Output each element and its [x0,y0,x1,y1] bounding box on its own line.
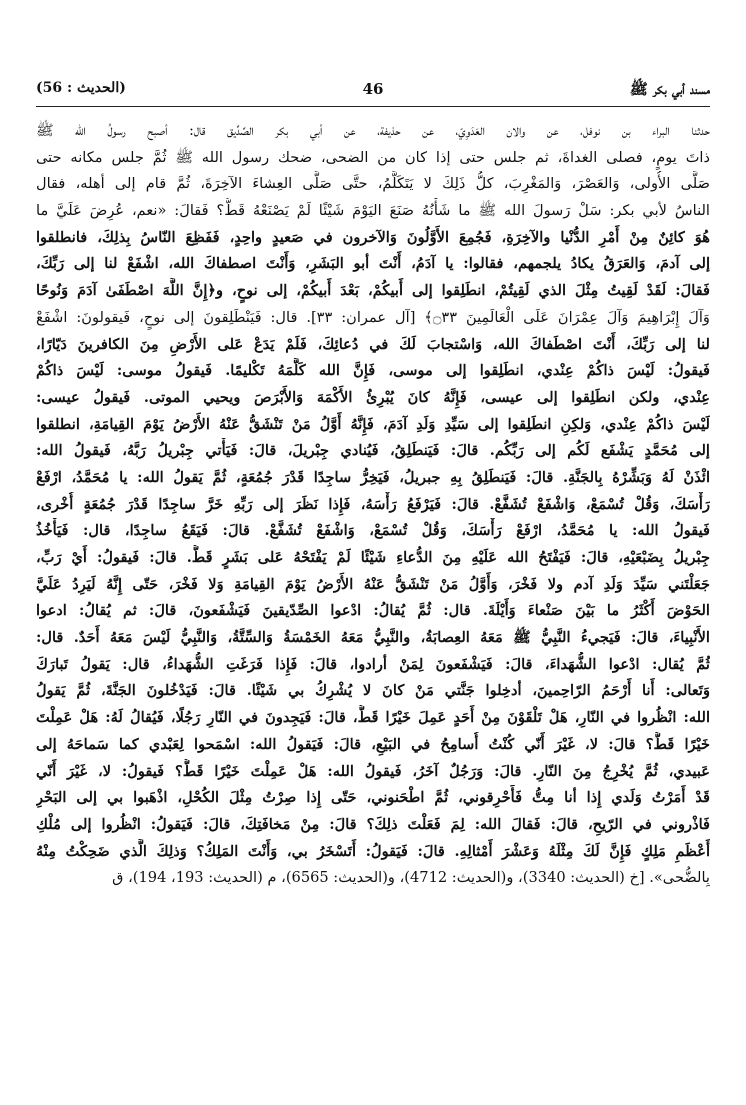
text-line: إلى آدمَ، وَالعَرَقُ يكادُ يلجمهم، فقالوا: يا آدَمُ، أَنْتَ أبو البَشَرِ، وَأَنْتَ اصطفاكَ الله، اشْفَعْ لنا إلى رَبِّكَ، [36,255,710,273]
text-line: فَيقولُ الله: يا مُحَمَّدُ، ارْفَعْ رَأْسَكَ، وَقُلْ تُسْمَعْ، وَاشْفَعْ تُشَفَّعْ. قالَ: فَيَقَعُ ساجِدًا، قال: فَيَأْخُذُ [36,522,710,540]
book-title: مسند أبي بكر ﷺ [629,80,710,98]
text-line: عِنْدي، ولكن انطَلِقوا إلى عيسى، فَإِنَّهُ كانَ يُبْرِئُ الأَكْمَهَ وَالأَبْرَصَ ويحيي الموتى. فَيقولُ عيسى: [36,388,710,406]
text-line: الأَنْبِياءَ، قالَ: فَيَجيءُ النَّبِيُّ ﷺ مَعَهُ العِصابَةُ، والنَّبِيُّ مَعَهُ الخَمْسَةُ وَالسِّتَّةُ، وَالنَّبِيُّ لَيْسَ مَعَهُ أَحَدٌ. قال: [36,629,710,647]
text-line: قَدْ أَمَرْتُ وَلَدي إِذا أنا مِتُّ فَأَحْرِقوني، ثُمَّ اطْحَنوني، حَتّى إِذا صِرْتُ مِثْلَ الكُحْلِ، اذْهَبوا بي إلى البَحْرِ [36,789,710,807]
text-line: حدثنا البراء بن نوفل، عن والان العَدَوِيّ، عن حذيفة، عن أبي بكر الصِّدِّيق قال: أصبح رسولُ الله ﷺ [36,122,710,139]
text-line: الناسُ لأبي بكر: سَلْ رَسولَ الله ﷺ ما شَأْنُهُ صَنَعَ اليَوْمَ شَيْئًا لَمْ يَصْنَعْهُ قَطُّ؟ فَقالَ: «نعم، عُرِضَ عَلَيَّ ما [36,202,710,220]
text-line: أَعْظَمِ مَلِكٍ فَإِنَّ لَكَ مِثْلَهُ وَعَشْرَ أَمْثالِهِ. قالَ: فَيَقولُ: أَتَسْخَرُ بي، وَأَنْتَ المَلِكُ؟ وَذلِكَ الَّذي ضَحِكْتُ مِنْهُ [36,842,710,860]
page-header [36,80,710,104]
text-line: ائْذَنْ لَهُ وَبَشِّرْهُ بِالجَنَّةِ. قالَ: فَيَنطَلِقُ بِهِ جبريلُ، فَيَخِرُّ ساجِدًا قَدْرَ جُمُعَةٍ، ثُمَّ يَقولُ الله: يا مُحَمَّدُ، ارْفَعْ [36,468,710,486]
text-line: الله: انْظُروا في النّارِ، هَلْ تَلْقَوْنَ مِنْ أَحَدٍ عَمِلَ خَيْرًا قَطُّ، قالَ: فَيَجِدونَ في النّارِ رَجُلًا، فَيُقالُ لَهُ: هَلْ عَمِلْتَ [36,709,710,727]
text-line: إلى مُحَمَّدٍ يَشْفَع لَكُم إلى رَبِّكُم. قالَ: فَيَنطَلِقُ، فَيُنادي جِبْريلَ، قالَ: فَيَأْتي جِبْريلُ رَبَّهُ، فَيقولُ الله: [36,442,710,460]
text-line: وَتَعالى: أَنا أَرْحَمُ الرّاحِمينَ، أدخِلوا جَنَّتي مَنْ كانَ لا يُشْرِكُ بي شَيْئًا. قالَ: فَيَدْخُلونَ الجَنَّةَ، ثُمَّ يَقولُ [36,682,710,700]
text-line: فَقالَ: لَقَدْ لَقِيتُ مِثْلَ الذي لَقِيتُمْ، انطَلِقوا إلى أَبيكُمْ، بَعْدَ أَبيكُمْ، إلى نوحٍ، و﴿إِنَّ اللَّهَ اصْطَفَىٰ آدَمَ وَنُوحًا [36,282,710,300]
text-line: بِالضُّحى». [خ (الحديث: 3340)، و(الحديث: 4712)، و(الحديث: 6565)، م (الحديث: 193، 194)، ق [112,869,710,887]
text-line: صَلَّى الأُولى، وَالعَصْرَ، وَالمَغْرِبَ، كلُّ ذَلِكَ لا يَتَكَلَّمُ، حتَّى صَلَّى العِشاءَ الآخِرَةَ، ثُمَّ قام إلى أهله، فقال [36,175,710,193]
text-line: وَآلَ إِبْرَاهِيمَ وَآلَ عِمْرَانَ عَلَى الْعَالَمِينَ ۝٣٣﴾ [آل عمران: ٣٣]. قال: فَيَنْطَلِقونَ إلى نوحٍ، فَيقولونَ: اشْفَعْ [36,308,710,326]
text-line: جِبْريلُ بِضَبْعَيْهِ، قالَ: فَيَفْتَحُ الله عَلَيْهِ مِنَ الدُّعاءِ شَيْئًا لَمْ يَفْتَحْهُ عَلى بَشَرٍ قَطُّ. قالَ: فَيقولُ: أَيْ رَبِّ، [36,549,710,566]
text-line: الحَوْضَ أَكْثَرُ ما بَيْنَ صَنْعاءَ وَأَيْلَةَ. قال: ثُمَّ يُقالُ: ادْعوا الصِّدّيقينَ فَيَشْفَعونَ، قالَ: ثم يُقالُ: ادعوا [36,602,710,620]
text-line: هُوَ كائِنٌ مِنْ أَمْرِ الدُّنْيا والآخِرَةِ، فَجُمِعَ الأَوَّلُونَ وَالآخرون في صَعيدٍ واحِدٍ، فَفَظِعَ النّاسُ بِذلِكَ، فانطلقوا [36,228,710,246]
header-divider [36,106,710,107]
text-line: ثُمَّ يُقال: ادْعوا الشُّهَداءَ، قالَ: فَيَشْفَعونَ لِمَنْ أرادوا، قالَ: فَإِذا فَرَغَتِ الشُّهَداءُ، قال: يَقولُ تَبارَكَ [36,655,710,673]
text-line: رَأْسَكَ، وَقُلْ تُسْمَعْ، وَاشْفَعْ تُشَفَّعْ. قالَ: فَيَرْفَعُ رَأْسَهُ، فَإِذا نَظَرَ إلى رَبِّهِ خَرَّ ساجِدًا قَدْرَ جُمُعَةٍ أُخْرى، [36,495,710,513]
text-line: جَعَلْتَني سَيِّدَ وَلَدِ آدم ولا فَخْرَ، وَأَوَّلُ مَنْ تَنْشَقُّ عَنْهُ الأَرْضُ يَوْمَ القِيامَةِ وَلا فَخْرَ، حَتّى إِنَّهُ لَيَرِدُ عَلَيَّ [36,575,710,593]
text-line: عَبيدي، ثُمَّ يُخْرِجُ مِنَ النّارِ. قالَ: وَرَجُلٌ آخَرُ، فَيقولُ الله: هَلْ عَمِلْتَ خَيْرًا قَطُّ؟ فَيقولُ: لا، غَيْرَ أَنّي [36,762,710,780]
text-line: لَيْسَ ذاكُمْ عِنْدي، وَلكِنِ انطَلِقوا إلى سَيِّدِ وَلَدِ آدَمَ، فَإِنَّهُ أَوَّلُ مَنْ تَنْشَقُّ عَنْهُ الأَرْضُ يَوْمَ القِيامَةِ، انطلقوا [36,415,710,433]
page-number: 46 [362,80,384,98]
hadith-reference: (الحديث : 56) [36,80,126,96]
text-line: لنا إلى رَبِّكَ، أَنْتَ اصْطَفاكَ الله، وَاسْتجابَ لَكَ في دُعائِكَ، فَلَمْ يَدَعْ عَلى الأَرْضِ مِنَ الكافرينَ دَيّارًا، [36,335,710,353]
text-line: ذاتَ يومٍ، فصلى الغداةَ، ثم جلس حتى إذا كان من الضحى، ضحك رسول الله ﷺ ثُمَّ جلس مكانه حتى [36,148,710,166]
text-line: فَيقولُ: لَيْسَ ذاكُمْ عِنْدي، انطَلِقوا إلى موسى، فَإِنَّ الله كَلَّمَهُ تَكْليمًا. فَيقولُ موسى: لَيْسَ ذاكُمْ [36,362,710,380]
hadith-text-body [36,118,710,892]
text-line: خَيْرًا قَطُّ؟ قالَ: لا، غَيْرَ أَنّي كُنْتُ أُسامِحُ في البَيْعِ، قالَ: فَيَقولُ الله: اسْمَحوا لِعَبْدي كما سَماحَهُ إلى [36,735,710,753]
text-line: فَاذْروني في الرّيحِ، قالَ: فَقالَ الله: لِمَ فَعَلْتَ ذلِكَ؟ قالَ: مِنْ مَخافَتِكَ، قالَ: فَيَقولُ: انْظُروا إلى مُلْكِ [36,815,710,833]
